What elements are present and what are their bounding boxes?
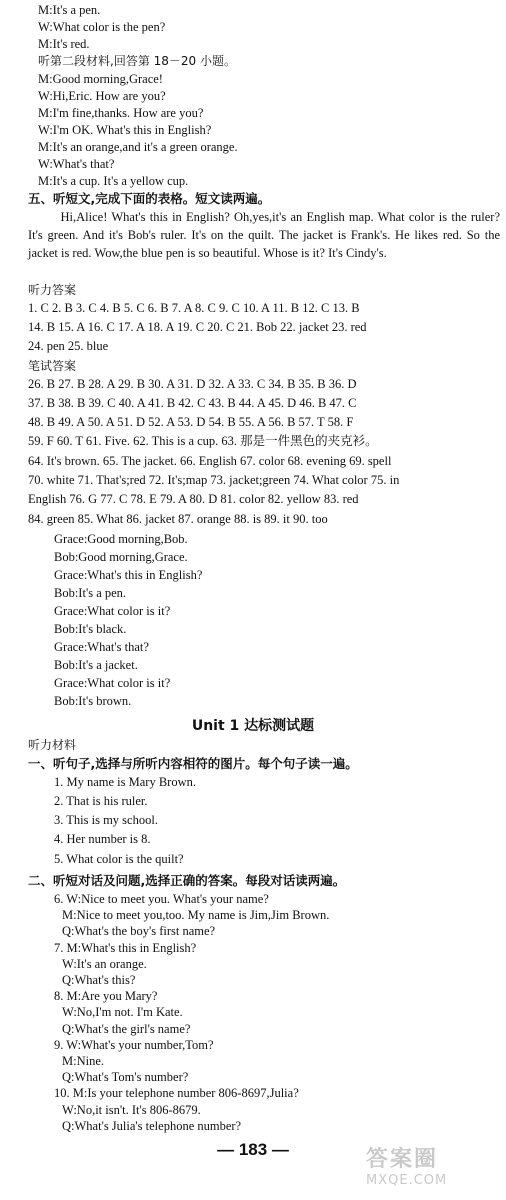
answer-line: 84. green 85. What 86. jacket 87. orange 88. is 89. it 90. too bbox=[28, 512, 328, 526]
dialogue-line: Bob:Good morning,Grace. bbox=[54, 550, 188, 564]
dialogue-line: Q:What's the girl's name? bbox=[62, 1021, 191, 1036]
text-line: W:What's that? bbox=[38, 157, 115, 171]
dialogue-line: Bob:It's a jacket. bbox=[54, 658, 138, 672]
dialogue-line: 6. W:Nice to meet you. What's your name? bbox=[54, 892, 269, 906]
section-heading: 五、听短文,完成下面的表格。短文读两遍。 bbox=[28, 191, 271, 206]
dialogue-line: Q:What's Julia's telephone number? bbox=[62, 1118, 242, 1133]
dialogue-line: Q:What's this? bbox=[62, 973, 136, 987]
text-line: M:It's a pen. bbox=[38, 3, 101, 17]
dialogue-line: M:Nice to meet you,too. My name is Jim,Jim Brown. bbox=[62, 908, 330, 923]
question-line: 2. That is his ruler. bbox=[54, 794, 148, 808]
dialogue-line: M:Nine. bbox=[62, 1054, 105, 1068]
text-line: W:What color is the pen? bbox=[38, 20, 166, 34]
dialogue-line: Bob:It's black. bbox=[54, 622, 127, 636]
text-line: M:It's an orange,and it's a green orange. bbox=[38, 140, 238, 154]
section-heading: 二、听短对话及问题,选择正确的答案。每段对话读两遍。 bbox=[28, 873, 346, 888]
section-heading: 听力材料 bbox=[28, 738, 77, 752]
answer-line: 26. B 27. B 28. A 29. B 30. A 31. D 32. A 33. C 34. B 35. B 36. D bbox=[28, 377, 357, 391]
answer-line: English 76. G 77. C 78. E 79. A 80. D 81. color 82. yellow 83. red bbox=[28, 492, 359, 506]
dialogue-line: Grace:What's that? bbox=[54, 640, 149, 654]
section-heading: 笔试答案 bbox=[28, 359, 77, 373]
dialogue-line: Grace:Good morning,Bob. bbox=[54, 532, 188, 546]
answer-line: 70. white 71. That's;red 72. It's;map 73. jacket;green 74. What color 75. in bbox=[28, 473, 400, 487]
watermark-logo bbox=[366, 1142, 496, 1194]
dialogue-line: 9. W:What's your number,Tom? bbox=[54, 1037, 214, 1052]
text-line: 听第二段材料,回答第 18－20 小题。 bbox=[38, 54, 236, 68]
dialogue-line: Grace:What color is it? bbox=[54, 676, 171, 690]
answer-line: 37. B 38. B 39. C 40. A 41. B 42. C 43. B 44. A 45. D 46. B 47. C bbox=[28, 396, 357, 410]
watermark-text: 答案圈 bbox=[366, 1147, 439, 1172]
passage-paragraph: Hi,Alice! What's this in English? Oh,yes,it's an English map. What color is the ruler? It's green. And it's Bob's ruler. It's on the quilt. The jacket is Frank's. He likes red. So the jacket is red. Wow,the blue pen is so beautiful. Whose is it? It's Cindy's. bbox=[28, 210, 500, 260]
answer-line: 1. C 2. B 3. C 4. B 5. C 6. B 7. A 8. C 9. C 10. A 11. B 12. C 13. B bbox=[28, 301, 360, 315]
dialogue-line: 10. M:Is your telephone number 806-8697,Julia? bbox=[54, 1086, 299, 1101]
dialogue-line: 8. M:Are you Mary? bbox=[54, 989, 158, 1004]
dialogue-line: W:No,it isn't. It's 806-8679. bbox=[62, 1102, 201, 1117]
question-line: 5. What color is the quilt? bbox=[54, 852, 184, 866]
text-line: M:I'm fine,thanks. How are you? bbox=[38, 106, 204, 120]
text-line: M:It's a cup. It's a yellow cup. bbox=[38, 174, 189, 188]
dialogue-line: Bob:It's brown. bbox=[54, 694, 132, 708]
answer-line: 64. It's brown. 65. The jacket. 66. English 67. color 68. evening 69. spell bbox=[28, 454, 392, 468]
answer-line: 59. F 60. T 61. Five. 62. This is a cup. 63. 那是一件黑色的夹克衫。 bbox=[28, 434, 378, 448]
question-line: 4. Her number is 8. bbox=[54, 832, 151, 846]
text-line: W:Hi,Eric. How are you? bbox=[38, 89, 166, 103]
page-number: — 183 — bbox=[217, 1140, 289, 1159]
dialogue-line: Bob:It's a pen. bbox=[54, 586, 127, 600]
watermark-url: MXQE.COM bbox=[366, 1173, 448, 1188]
text-line: M:Good morning,Grace! bbox=[38, 72, 163, 86]
dialogue-line: W:No,I'm not. I'm Kate. bbox=[62, 1005, 183, 1020]
section-heading: 听力答案 bbox=[28, 283, 77, 297]
answer-line: 48. B 49. A 50. A 51. D 52. A 53. D 54. B 55. A 56. B 57. T 58. F bbox=[28, 415, 354, 429]
section-heading: 一、听句子,选择与所听内容相符的图片。每个句子读一遍。 bbox=[28, 756, 358, 771]
dialogue-line: Grace:What color is it? bbox=[54, 604, 171, 618]
dialogue-line: Q:What's the boy's first name? bbox=[62, 924, 216, 939]
text-line: M:It's red. bbox=[38, 37, 90, 51]
answer-line: 24. pen 25. blue bbox=[28, 339, 109, 353]
answer-line: 14. B 15. A 16. C 17. A 18. A 19. C 20. C 21. Bob 22. jacket 23. red bbox=[28, 320, 367, 334]
question-line: 3. This is my school. bbox=[54, 813, 158, 827]
dialogue-line: W:It's an orange. bbox=[62, 956, 147, 971]
dialogue-line: Q:What's Tom's number? bbox=[62, 1070, 189, 1085]
unit-title: Unit 1 达标测试题 bbox=[191, 718, 315, 734]
dialogue-line: Grace:What's this in English? bbox=[54, 568, 203, 582]
text-line: W:I'm OK. What's this in English? bbox=[38, 123, 212, 137]
dialogue-line: 7. M:What's this in English? bbox=[54, 940, 197, 955]
question-line: 1. My name is Mary Brown. bbox=[54, 775, 196, 789]
